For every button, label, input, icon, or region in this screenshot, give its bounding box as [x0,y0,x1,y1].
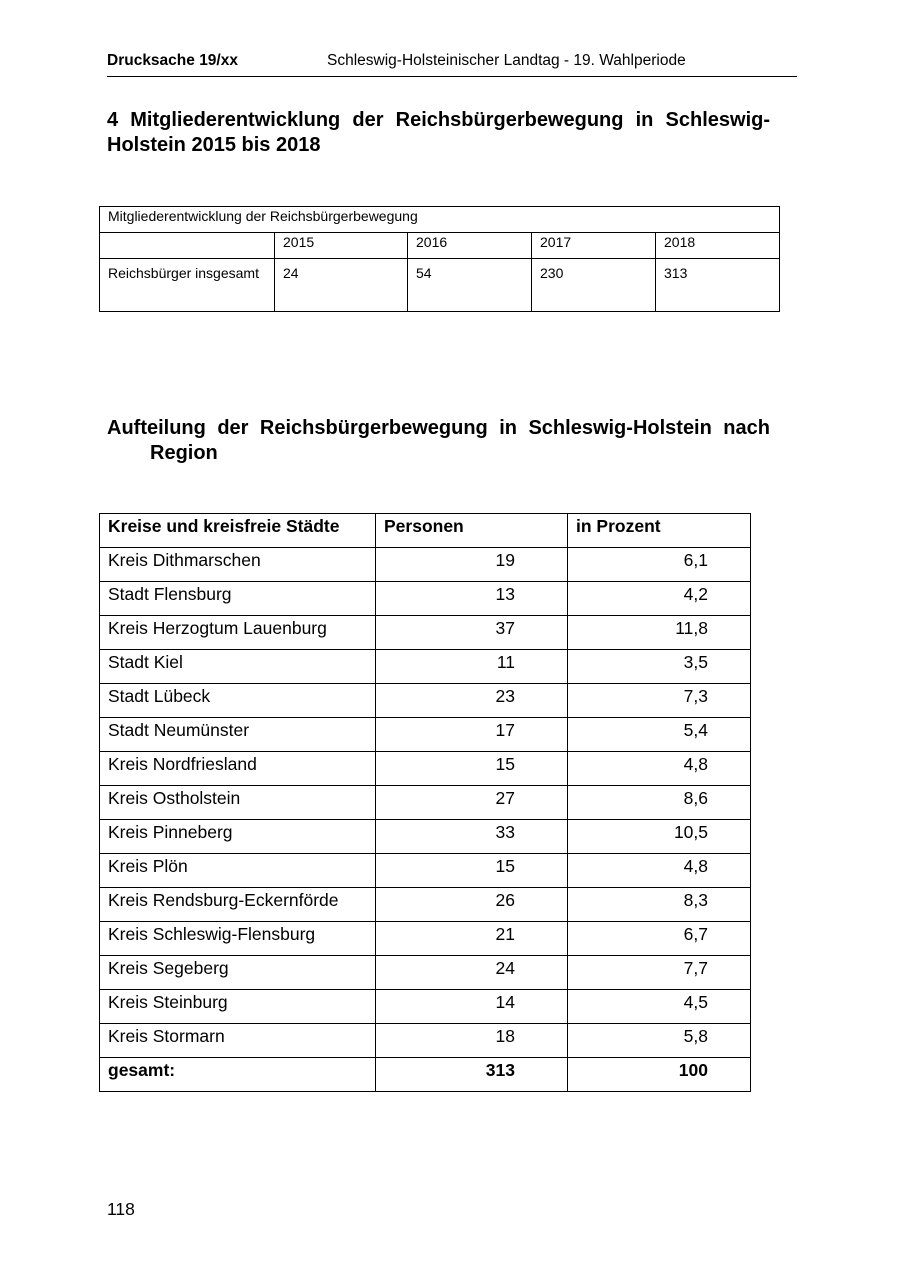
region-name: Kreis Ostholstein [100,786,376,820]
table-row [100,582,751,616]
table-row [100,1024,751,1058]
table-row [100,990,751,1024]
persons-count: 17 [376,718,568,752]
region-name: Kreis Segeberg [100,956,376,990]
row-label-total: Reichsbürger insgesamt [100,259,275,312]
membership-value: 313 [656,259,780,312]
region-name: Stadt Kiel [100,650,376,684]
percent-value: 5,4 [568,718,751,752]
region-name: Stadt Lübeck [100,684,376,718]
region-name: Kreis Steinburg [100,990,376,1024]
percent-value: 4,8 [568,752,751,786]
table-row [100,650,751,684]
table-row [100,956,751,990]
membership-value: 230 [532,259,656,312]
membership-table-caption: Mitgliederentwicklung der Reichsbürgerbewegung [100,207,780,233]
table-row [100,718,751,752]
table-row [100,786,751,820]
region-name: Stadt Neumünster [100,718,376,752]
membership-value: 54 [408,259,532,312]
year-header: 2015 [275,233,408,259]
percent-value: 4,8 [568,854,751,888]
column-header-region: Kreise und kreisfreie Städte [100,514,376,548]
percent-value: 7,3 [568,684,751,718]
percent-value: 4,5 [568,990,751,1024]
region-name: Kreis Pinneberg [100,820,376,854]
region-name: Kreis Rendsburg-Eckernförde [100,888,376,922]
persons-count: 33 [376,820,568,854]
region-name: Stadt Flensburg [100,582,376,616]
membership-table [99,206,780,312]
year-header: 2018 [656,233,780,259]
region-name: Kreis Nordfriesland [100,752,376,786]
percent-value: 6,1 [568,548,751,582]
percent-value: 3,5 [568,650,751,684]
persons-count: 13 [376,582,568,616]
table-row [100,752,751,786]
persons-count: 19 [376,548,568,582]
total-row [100,1058,751,1092]
persons-count: 27 [376,786,568,820]
persons-count: 14 [376,990,568,1024]
region-name: Kreis Plön [100,854,376,888]
membership-value: 24 [275,259,408,312]
regions-table [99,513,751,1092]
column-header-persons: Personen [376,514,568,548]
persons-count: 15 [376,752,568,786]
table-row [100,820,751,854]
persons-count: 37 [376,616,568,650]
table-row [100,616,751,650]
region-name: Kreis Stormarn [100,1024,376,1058]
percent-value: 4,2 [568,582,751,616]
percent-value: 8,3 [568,888,751,922]
percent-value: 5,8 [568,1024,751,1058]
table-cell-empty [100,233,275,259]
column-header-percent: in Prozent [568,514,751,548]
section-title-membership: 4 Mitgliederentwicklung der Reichsbürgerbewegung in Schleswig-Holstein 2015 bis 2018 [107,109,770,156]
region-name: Kreis Schleswig-Flensburg [100,922,376,956]
region-name: Kreis Herzogtum Lauenburg [100,616,376,650]
percent-value: 7,7 [568,956,751,990]
region-name: Kreis Dithmarschen [100,548,376,582]
year-header: 2016 [408,233,532,259]
document-number: Drucksache 19/xx [107,52,238,69]
table-row [100,854,751,888]
percent-value: 8,6 [568,786,751,820]
persons-count: 11 [376,650,568,684]
percent-value: 6,7 [568,922,751,956]
persons-count: 24 [376,956,568,990]
persons-count: 21 [376,922,568,956]
table-row [100,684,751,718]
persons-count: 23 [376,684,568,718]
year-header: 2017 [532,233,656,259]
page-number: 118 [107,1199,135,1219]
page-header [107,52,797,77]
table-row [100,922,751,956]
table-row [100,888,751,922]
percent-value: 11,8 [568,616,751,650]
total-percent: 100 [568,1058,751,1092]
total-label: gesamt: [100,1058,376,1092]
total-persons: 313 [376,1058,568,1092]
persons-count: 15 [376,854,568,888]
persons-count: 26 [376,888,568,922]
persons-count: 18 [376,1024,568,1058]
section-title-regions: Aufteilung der Reichsbürgerbewegung in Schleswig-Holstein nach Region [107,417,770,464]
parliament-name: Schleswig-Holsteinischer Landtag - 19. Wahlperiode [327,52,686,69]
table-row [100,548,751,582]
percent-value: 10,5 [568,820,751,854]
